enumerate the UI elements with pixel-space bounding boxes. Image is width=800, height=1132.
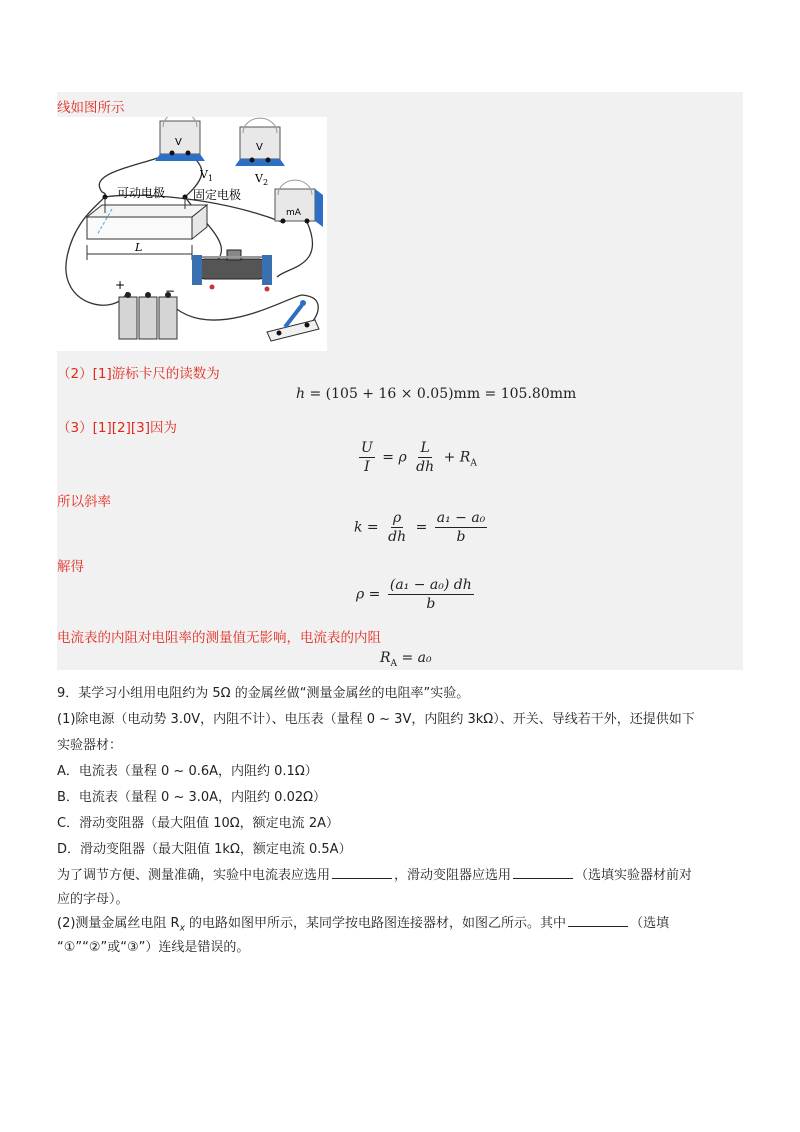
eq1-num-u: U [361, 440, 373, 456]
wire-ammeter-rheostat [277, 222, 313, 277]
eq2-den-dh: dh [388, 529, 407, 545]
blank-wrong-wire[interactable] [568, 926, 628, 927]
eq3-num: (a₁ − a₀) dh [389, 577, 472, 593]
option-c: C．滑动变阻器（最大阻值 10Ω，额定电流 2A） [57, 816, 339, 831]
v2-caption: V [255, 172, 263, 185]
part-3-label: （3）[1][2][3]因为 [57, 420, 177, 436]
part2-sub-x: x [179, 923, 185, 934]
wire-switch [167, 295, 318, 322]
eq-reading-lhs: h [296, 386, 306, 402]
battery-minus: − [165, 284, 176, 298]
voltmeter-v2 [235, 118, 285, 166]
eq4-lhs-sub: A [390, 658, 398, 669]
eq4-rhs: = a₀ [401, 650, 432, 666]
equation-slope [354, 510, 490, 545]
eq1-num-l: L [420, 440, 430, 456]
v1-caption-sub: 1 [208, 174, 214, 183]
fill-text-c: （选填实验器材前对 [575, 868, 693, 883]
option-a: A．电流表（量程 0 ~ 0.6A，内阻约 0.1Ω） [57, 764, 318, 779]
fixed-electrode-label: 固定电极 [193, 188, 242, 202]
eq2-eq: = [415, 519, 428, 536]
question-part2-line2: “①”“②”或“③”）连线是错误的。 [57, 940, 250, 955]
eq1-tail: + R [443, 449, 471, 466]
knife-switch [267, 300, 319, 341]
question-part1-line1: (1)除电源（电动势 3.0V，内阻不计）、电压表（量程 0 ~ 3V，内阻约 3kΩ）、开关、导线若干外，还提供如下 [57, 712, 695, 727]
option-d: D．滑动变阻器（最大阻值 1kΩ，额定电流 0.5A） [57, 842, 352, 857]
conclusion-text: 电流表的内阻对电阻率的测量值无影响，电流表的内阻 [57, 630, 381, 646]
fill-text-b: ，滑动变阻器应选用 [394, 868, 512, 883]
equation-ohm-law [356, 440, 477, 475]
eq1-mid: = ρ [382, 449, 407, 466]
v2-label: V [256, 142, 263, 153]
eq2-frac-a [435, 510, 488, 545]
voltmeter-v1 [155, 117, 205, 161]
v1-caption: V [200, 168, 208, 181]
eq1-frac-ldh [414, 440, 436, 475]
circuit-figure [57, 117, 327, 351]
length-label: L [135, 241, 143, 254]
eq2-den-b: b [456, 529, 466, 545]
movable-electrode-label: 可动电极 [117, 186, 166, 200]
eq3-frac [388, 577, 474, 612]
eq3-lhs: ρ = [356, 586, 381, 603]
part2-text-c: （选填 [630, 916, 670, 931]
equation-ammeter-resistance [380, 650, 432, 669]
battery-pack [115, 278, 177, 339]
slope-label: 所以斜率 [57, 494, 111, 510]
question-part1-line2: 实验器材： [57, 738, 123, 753]
part-2-label: （2）[1]游标卡尺的读数为 [57, 366, 220, 382]
answer-intro: 线如图所示 [57, 100, 125, 116]
eq1-den-i: I [364, 459, 370, 475]
eq2-num-rho: ρ [393, 510, 402, 526]
v2-caption-sub: 2 [263, 178, 269, 187]
eq1-tail-sub: A [470, 458, 477, 469]
fill-text-a: 为了调节方便、测量准确，实验中电流表应选用 [57, 868, 331, 883]
ma-label: mA [286, 208, 301, 218]
rheostat [192, 250, 272, 292]
eq3-den: b [426, 596, 436, 612]
eq-reading-rhs: = (105 + 16 × 0.05)mm = 105.80mm [309, 386, 577, 402]
eq4-lhs: R [380, 650, 391, 666]
equation-resistivity [356, 577, 477, 612]
part2-text-a: (2)测量金属丝电阻 R [57, 916, 180, 931]
fill-in-line [57, 864, 692, 883]
question-stem: 9．某学习小组用电阻约为 5Ω 的金属丝做“测量金属丝的电阻率”实验。 [57, 686, 470, 701]
v1-label: V [175, 137, 182, 148]
eq2-frac-rho [386, 510, 408, 545]
eq1-frac-ui [359, 440, 375, 475]
blank-rheostat[interactable] [513, 878, 573, 879]
fill-in-line2: 应的字母）。 [57, 892, 129, 907]
equation-vernier-reading [296, 386, 576, 402]
option-b: B．电流表（量程 0 ~ 3.0A，内阻约 0.02Ω） [57, 790, 327, 805]
circuit-diagram [57, 117, 327, 351]
question-part2-line1 [57, 912, 669, 934]
milliammeter [275, 180, 323, 227]
part2-text-b: 的电路如图甲所示，某同学按电路图连接器材，如图乙所示。其中 [184, 916, 567, 931]
battery-plus: + [115, 278, 126, 292]
eq2-num-a: a₁ − a₀ [436, 510, 486, 526]
eq2-lhs: k = [354, 519, 379, 536]
solve-label: 解得 [57, 559, 84, 575]
blank-ammeter[interactable] [332, 878, 392, 879]
eq1-den-dh: dh [416, 459, 435, 475]
